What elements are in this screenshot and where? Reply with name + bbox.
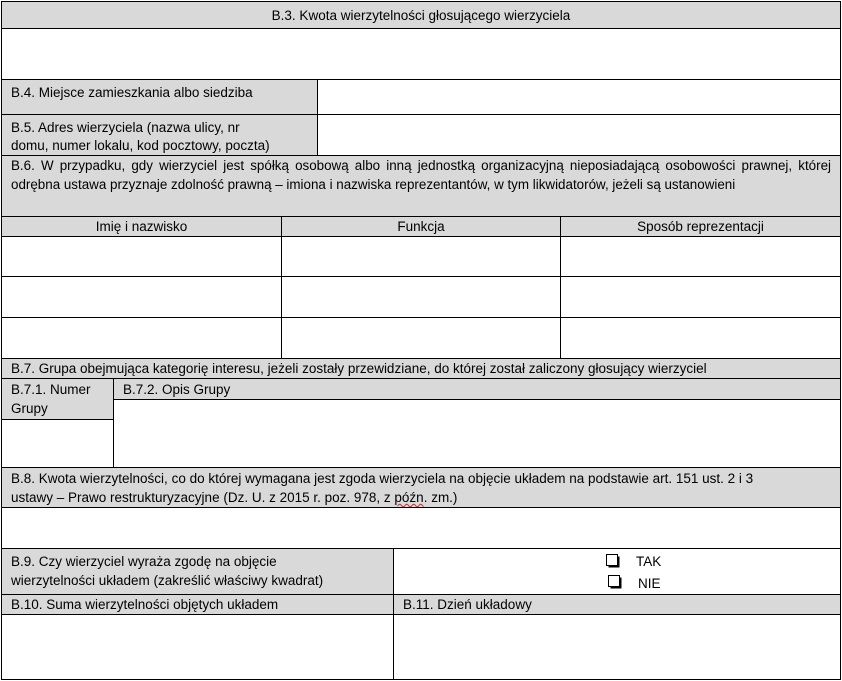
b7-1-label-cell [1,378,114,420]
b8-label-line1: B.8. Kwota wierzytelności, co do której wymagana jest zgoda wierzyciela na objęcie układem na podstawie art. 151 ust. 2 i 3 [11,471,754,486]
b9-label-cell [1,548,394,595]
b7-2-label-cell [113,378,841,400]
b7-1-label-line1: B.7.1. Numer [11,382,91,397]
b6-header [1,155,841,217]
b7-2-value-field[interactable] [113,399,841,468]
b8-label-line2-post: . zm.) [423,490,458,505]
b6-col-representation-label: Sposób reprezentacji [637,219,764,234]
b3-value-field[interactable] [1,28,841,80]
b7-header [1,358,841,379]
b8-header [1,467,841,508]
b6-col-name-label: Imię i nazwisko [95,219,188,234]
b9-options-cell [393,548,841,595]
b6-row3-representation[interactable] [560,317,841,359]
b6-col-header-function [281,216,561,237]
b9-tak-label: TAK [636,554,662,569]
b8-label-line2 [11,488,831,507]
b9-nie-checkbox[interactable] [608,575,620,587]
b4-label: B.4. Miejsce zamieszkania albo siedziba [11,85,253,100]
b6-row3-function[interactable] [281,317,561,359]
b7-1-value-field[interactable] [1,419,114,468]
b9-label-line1: B.9. Czy wierzyciel wyraża zgodę na objęcie [11,554,277,569]
b6-col-header-representation [560,216,841,237]
b9-label-line2: wierzytelności układem (zakreślić właściwy kwadrat) [11,573,324,588]
b6-col-header-name [1,216,282,237]
b11-value-field[interactable] [393,614,841,680]
b10-value-field[interactable] [1,614,394,680]
b5-value-field[interactable] [317,114,841,156]
b7-2-label: B.7.2. Opis Grupy [123,382,231,397]
b10-label: B.10. Suma wierzytelności objętych układem [11,597,279,612]
b5-label-line1: B.5. Adres wierzyciela (nazwa ulicy, nr [11,120,240,135]
b6-row1-representation[interactable] [560,236,841,277]
b6-row2-representation[interactable] [560,276,841,318]
b7-1-label-line2: Grupy [11,401,48,416]
b7-label: B.7. Grupa obejmująca kategorię interesu, jeżeli zostały przewidziane, do której został zaliczony głosujący wierzyciel [11,361,707,376]
b8-label-line2-squig: późn [394,490,424,505]
b10-label-cell [1,594,394,615]
b6-row1-function[interactable] [281,236,561,277]
b6-label: B.6. W przypadku, gdy wierzyciel jest spółką osobową albo inną jednostką organizacyjną nieposiadającą osobowości prawnej, której odrębna ustawa przyznaje zdolność prawną – imiona i nazwiska reprezentantów, w tym likwidatorów, jeżeli są ustanowieni [11,158,831,192]
b11-label: B.11. Dzień układowy [403,597,532,612]
b3-header [1,1,841,29]
b4-value-field[interactable] [317,79,841,115]
b6-row1-name[interactable] [1,236,282,277]
b6-col-function-label: Funkcja [397,219,445,234]
b4-label-cell [1,79,318,115]
b11-label-cell [393,594,841,615]
b9-nie-label: NIE [638,576,661,591]
b6-row3-name[interactable] [1,317,282,359]
b6-row2-function[interactable] [281,276,561,318]
b5-label-cell [1,114,318,156]
b9-tak-checkbox[interactable] [606,554,618,566]
b8-label-line2-pre: ustawy – Prawo restrukturyzacyjne (Dz. U. z 2015 r. poz. 978, z [11,490,395,505]
b5-label-line2: domu, numer lokalu, kod pocztowy, poczta) [11,138,270,153]
b6-row2-name[interactable] [1,276,282,318]
b3-label: B.3. Kwota wierzytelności głosującego wierzyciela [271,8,571,23]
b8-value-field[interactable] [1,507,841,549]
